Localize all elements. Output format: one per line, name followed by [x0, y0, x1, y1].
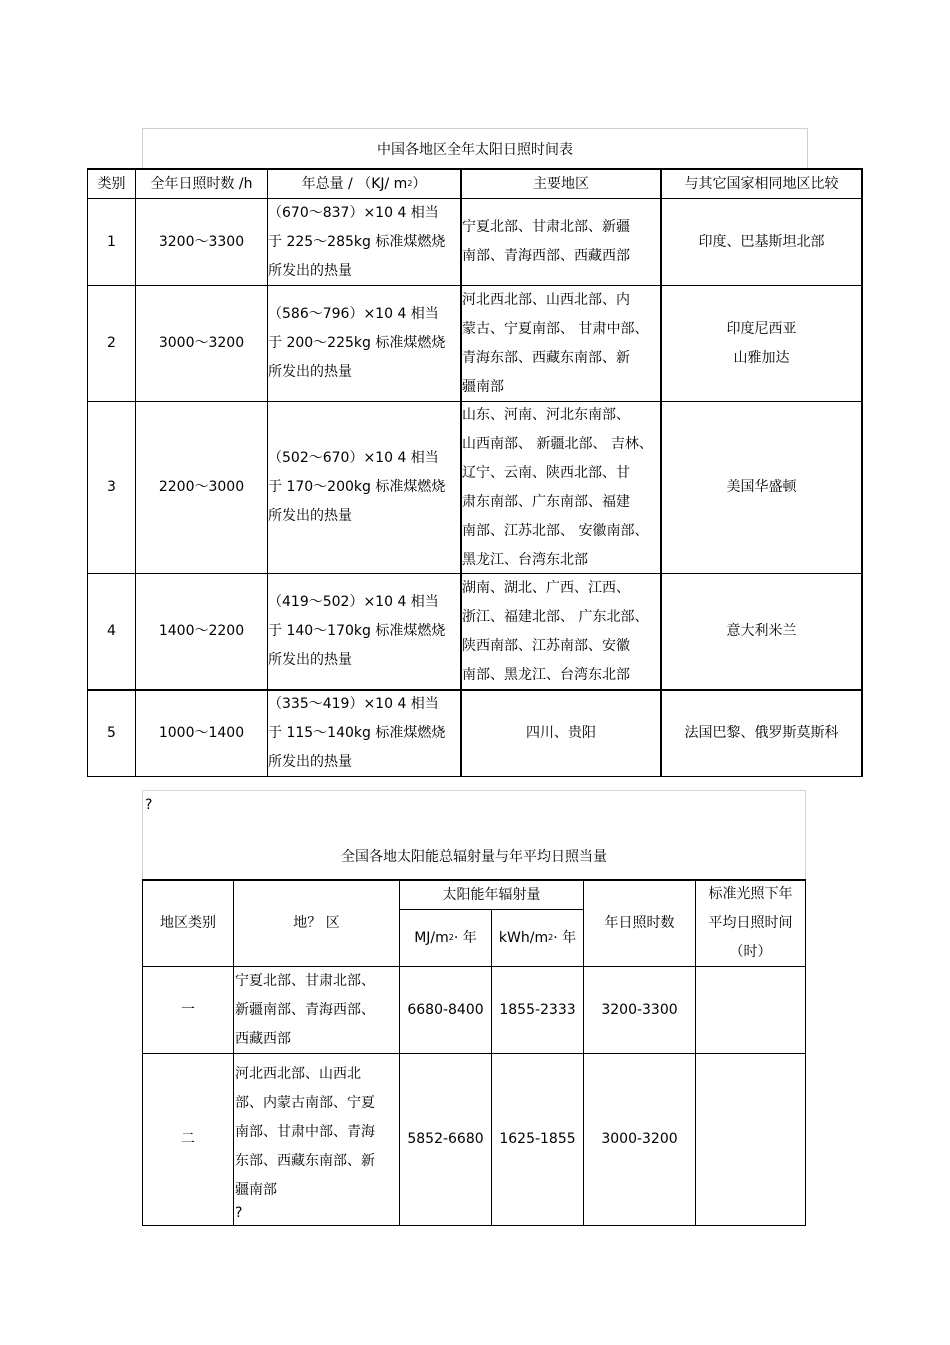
t1-row1-region-line: 宁夏北部、甘肃北部、新疆: [462, 219, 630, 235]
t1-row4-compare-line: 意大利米兰: [726, 623, 797, 639]
t2-row2-kwh: 1625-1855: [499, 1131, 576, 1147]
t2-header-area: 地？ 区: [293, 915, 340, 931]
t1-row3-compare: [662, 402, 861, 573]
t2-header-kwh-suffix: · 年: [553, 929, 577, 946]
t2-row1-area-line: 新疆南部、青海西部、: [235, 1001, 375, 1018]
t2-row2-area-line: 南部、甘肃中部、青海: [235, 1124, 375, 1140]
t1-row2-total-line: 于 200～225kg 标准煤燃烧: [268, 335, 446, 351]
t1-row3-total-line: 所发出的热量: [268, 508, 352, 524]
t1-row2-regions: [462, 286, 660, 401]
t2-header-mj-suffix: · 年: [453, 929, 477, 946]
t1-row5-regions: [462, 691, 660, 776]
t1-row2-category: 2: [107, 335, 116, 351]
t1-row4-hours: 1400～2200: [158, 623, 245, 639]
t2-header-category: 地区类别: [160, 915, 216, 931]
t1-row2-total-line: （586～796）×10 4 相当: [268, 306, 439, 322]
t1-row1-region-line: 南部、青海西部、西藏西部: [462, 248, 630, 264]
t1-row3-region-line: 南部、江苏北部、 安徽南部、: [462, 522, 649, 539]
t1-row3-hours: 2200～3000: [158, 479, 245, 495]
t2-row2-area-line: 东部、西藏东南部、新: [235, 1153, 375, 1169]
table1-title-box: [142, 128, 808, 169]
t1-row2-compare-line: 印度尼西亚: [726, 320, 797, 337]
t1-row5-compare-line: 法国巴黎、俄罗斯莫斯科: [684, 725, 839, 741]
t2-header-mj-prefix: MJ/m: [414, 929, 449, 946]
t2-header-standard-line: 标准光照下年: [708, 886, 793, 902]
t1-row3-region-line: 山东、河南、河北东南部、: [462, 406, 630, 423]
t1-row5-region-line: 四川、贵阳: [526, 725, 596, 741]
t2-header-kwh: kWh/m 2 · 年: [492, 910, 583, 966]
t2-header-radiation: 太阳能年辐射量: [442, 886, 541, 903]
t1-row3-region-line: 山西南部、 新疆北部、 吉林、: [462, 435, 653, 452]
table1-title: 中国各地区全年太阳日照时间表: [377, 141, 573, 158]
t1-header-total: 年总量 / （KJ/ m 2 ）: [268, 170, 460, 198]
t1-header-regions: 主要地区: [533, 175, 589, 192]
t2-row1-area-line: 宁夏北部、甘肃北部、: [235, 972, 375, 989]
t2-header-mj: MJ/m 2 · 年: [400, 910, 491, 966]
t1-row1-category: 1: [107, 233, 116, 250]
t2-row2-area-line: 疆南部: [235, 1182, 277, 1198]
t1-row1-total-line: 所发出的热量: [268, 262, 352, 279]
t1-row3-compare-line: 美国华盛顿: [726, 479, 797, 495]
t2-row2-area-line: 河北西北部、山西北: [235, 1066, 361, 1082]
t2-row1-kwh: 1855-2333: [499, 1001, 576, 1018]
t2-row2-hours: 3000-3200: [601, 1131, 678, 1147]
t1-header-hours: 全年日照时数 /h: [150, 175, 253, 192]
t2-header-standard: [696, 881, 805, 966]
t2-header-hours: 年日照时数: [604, 915, 675, 931]
t1-row2-region-line: 蒙古、宁夏南部、 甘肃中部、: [462, 320, 649, 337]
t2-row1-category: 一: [181, 1001, 195, 1018]
t1-row1-compare: [662, 199, 861, 285]
table2-title-box: [142, 790, 806, 880]
t1-header-total-suffix: ）: [412, 175, 427, 192]
t2-row1-area-line: 西藏西部: [235, 1030, 291, 1047]
t2-row2-standard: [696, 1054, 805, 1225]
t2-row2-area: [235, 1054, 399, 1225]
t2-row2-area-line: 部、内蒙古南部、宁夏: [235, 1095, 375, 1111]
t1-row4-compare: [662, 574, 861, 689]
t1-row3-total: [268, 402, 460, 573]
table2-pre-mark: ?: [145, 797, 153, 813]
t2-header-standard-line: 平均日照时间: [708, 915, 793, 931]
t1-row5-category: 5: [107, 725, 116, 741]
t1-row3-category: 3: [107, 479, 116, 495]
t1-row1-compare-line: 印度、巴基斯坦北部: [698, 233, 825, 250]
t1-header-compare: 与其它国家相同地区比较: [684, 175, 839, 192]
t1-row4-regions: [462, 574, 660, 689]
t2-row1-standard: [696, 967, 805, 1053]
t1-row4-region-line: 陕西南部、江苏南部、安徽: [462, 637, 630, 654]
t1-row4-category: 4: [107, 623, 116, 639]
t2-row1-mj: 6680-8400: [407, 1001, 484, 1018]
t1-row3-region-line: 辽宁、云南、陕西北部、甘: [462, 464, 630, 481]
t1-header-category: 类别: [97, 175, 126, 192]
t1-row4-total-line: （419～502）×10 4 相当: [268, 594, 439, 610]
t1-row4-region-line: 湖南、湖北、广西、江西、: [462, 579, 630, 596]
t1-row2-region-line: 河北西北部、山西北部、内: [462, 291, 630, 308]
t2-row1-hours: 3200-3300: [601, 1001, 678, 1018]
t1-row4-total: [268, 574, 460, 689]
t2-row2-area-line: ?: [235, 1205, 243, 1221]
t1-row4-total-line: 所发出的热量: [268, 652, 352, 668]
t1-row1-total: [268, 199, 460, 285]
t1-row5-total: [268, 691, 460, 776]
t1-row2-region-line: 疆南部: [462, 378, 504, 395]
t1-row1-regions: [462, 199, 660, 285]
table2-title: 全国各地太阳能总辐射量与年平均日照当量: [341, 849, 607, 865]
t1-row2-hours: 3000～3200: [158, 335, 245, 351]
t1-row4-region-line: 浙江、福建北部、 广东北部、: [462, 608, 649, 625]
t1-row5-hours: 1000～1400: [158, 725, 245, 741]
t1-row2-total: [268, 286, 460, 401]
t1-row2-region-line: 青海东部、西藏东南部、新: [462, 349, 630, 366]
t1-header-total-prefix: 年总量 / （KJ/ m: [301, 175, 408, 192]
t1-row2-compare: [662, 286, 861, 401]
t1-row3-region-line: 黑龙江、台湾东北部: [462, 551, 588, 568]
t1-row1-total-line: 于 225～285kg 标准煤燃烧: [268, 233, 446, 250]
t1-row2-total-line: 所发出的热量: [268, 364, 352, 380]
t2-row2-mj: 5852-6680: [407, 1131, 484, 1147]
t1-row5-total-line: （335～419）×10 4 相当: [268, 696, 439, 712]
t1-row5-total-line: 所发出的热量: [268, 754, 352, 770]
t2-row1-area: [235, 967, 399, 1053]
t2-header-standard-line: （时）: [729, 944, 772, 960]
t1-row5-total-line: 于 115～140kg 标准煤燃烧: [268, 725, 446, 741]
t1-row3-total-line: 于 170～200kg 标准煤燃烧: [268, 479, 446, 495]
t1-row1-hours: 3200～3300: [158, 233, 245, 250]
t1-row3-regions: [462, 402, 660, 573]
t1-row3-total-line: （502～670）×10 4 相当: [268, 450, 439, 466]
t1-row4-total-line: 于 140～170kg 标准煤燃烧: [268, 623, 446, 639]
t1-row3-region-line: 肃东南部、广东南部、福建: [462, 493, 630, 510]
t1-row5-compare: [662, 691, 861, 776]
t1-row2-compare-line: 山雅加达: [733, 349, 790, 366]
t2-row2-category: 二: [181, 1131, 195, 1147]
t2-header-kwh-prefix: kWh/m: [498, 929, 549, 946]
t1-row4-region-line: 南部、黑龙江、台湾东北部: [462, 666, 630, 683]
t1-row1-total-line: （670～837）×10 4 相当: [268, 204, 439, 221]
